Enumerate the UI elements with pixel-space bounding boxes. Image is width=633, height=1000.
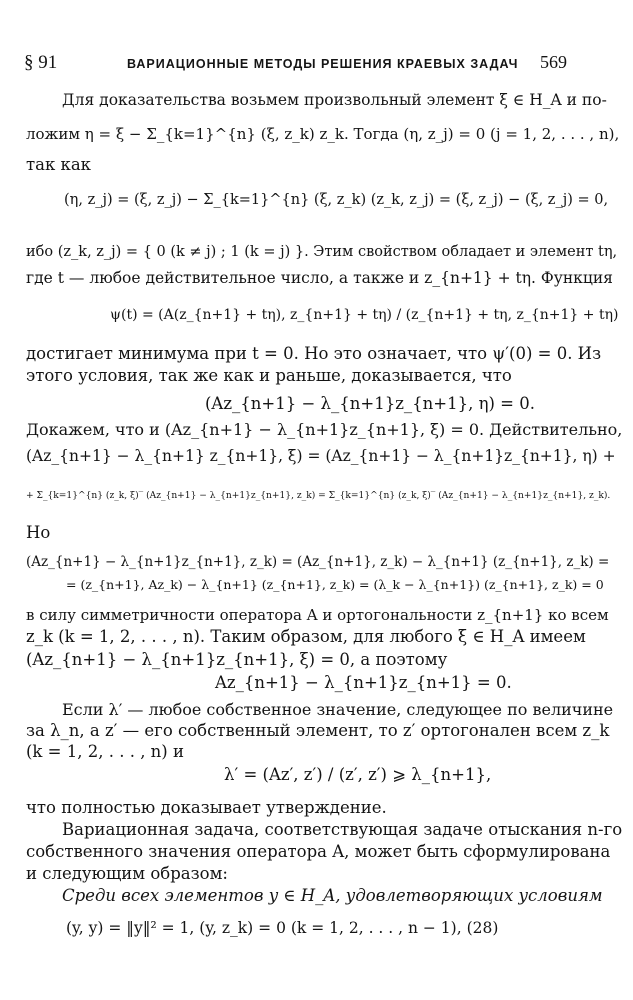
text-line: (Az_{n+1} − λ_{n+1}z_{n+1}, ξ) = 0, а поэтому bbox=[26, 650, 448, 669]
formula: = (z_{n+1}, Az_k) − λ_{n+1} (z_{n+1}, z_k) = (λ_k − λ_{n+1}) (z_{n+1}, z_k) = 0 bbox=[66, 577, 604, 592]
formula: ψ(t) = (A(z_{n+1} + tη), z_{n+1} + tη) / (z_{n+1} + tη, z_{n+1} + tη) bbox=[110, 307, 619, 323]
formula: (η, z_j) = (ξ, z_j) − Σ_{k=1}^{n} (ξ, z_k) (z_k, z_j) = (ξ, z_j) − (ξ, z_j) = 0, bbox=[64, 192, 609, 208]
text-line: достигает минимума при t = 0. Но это означает, что ψ′(0) = 0. Из bbox=[26, 344, 602, 363]
formula: (Az_{n+1} − λ_{n+1} z_{n+1}, ξ) = (Az_{n+1} − λ_{n+1}z_{n+1}, η) + bbox=[26, 447, 616, 465]
formula: λ′ = (Az′, z′) / (z′, z′) ⩾ λ_{n+1}, bbox=[224, 765, 492, 784]
formula: Az_{n+1} − λ_{n+1}z_{n+1} = 0. bbox=[215, 673, 512, 692]
text-line: что полностью доказывает утверждение. bbox=[26, 798, 387, 817]
text-line: (k = 1, 2, . . . , n) и bbox=[26, 742, 184, 761]
text-line: Но bbox=[26, 523, 51, 542]
text-line: Докажем, что и (Az_{n+1} − λ_{n+1}z_{n+1}, ξ) = 0. Действительно, bbox=[26, 420, 623, 439]
text-line: ибо (z_k, z_j) = { 0 (k ≠ j) ; 1 (k = j) }. Этим свойством обладает и элемент tη, bbox=[26, 244, 618, 260]
page-number: 569 bbox=[540, 52, 567, 72]
formula: (Az_{n+1} − λ_{n+1}z_{n+1}, z_k) = (Az_{n+1}, z_k) − λ_{n+1} (z_{n+1}, z_k) = bbox=[26, 554, 610, 570]
formula: (y, y) = ‖y‖² = 1, (y, z_k) = 0 (k = 1, 2, . . . , n − 1), (28) bbox=[66, 919, 499, 937]
text-line: z_k (k = 1, 2, . . . , n). Таким образом, для любого ξ ∈ H_A имеем bbox=[26, 627, 586, 646]
section-number: § 91 bbox=[24, 52, 58, 73]
text-line: в силу симметричности оператора A и ортогональности z_{n+1} ко всем bbox=[26, 606, 609, 624]
text-line: за λ_n, а z′ — его собственный элемент, то z′ ортогонален всем z_k bbox=[26, 721, 610, 740]
text-line: где t — любое действительное число, а также и z_{n+1} + tη. Функция bbox=[26, 269, 613, 287]
running-title: ВАРИАЦИОННЫЕ МЕТОДЫ РЕШЕНИЯ КРАЕВЫХ ЗАДАЧ bbox=[127, 57, 519, 71]
text-line: Если λ′ — любое собственное значение, следующее по величине bbox=[62, 700, 614, 719]
text-line: так как bbox=[26, 155, 91, 174]
text-line: Вариационная задача, соответствующая задаче отыскания n-го bbox=[62, 820, 623, 839]
text-line: этого условия, так же как и раньше, доказывается, что bbox=[26, 366, 512, 385]
text-line: собственного значения оператора A, может быть сформулирована bbox=[26, 842, 611, 861]
text-line: и следующим образом: bbox=[26, 864, 228, 883]
text-line: Для доказательства возьмем произвольный элемент ξ ∈ H_A и по- bbox=[62, 91, 607, 109]
formula: + Σ_{k=1}^{n} (z_k, ξ)‾ (Az_{n+1} − λ_{n+1}z_{n+1}, z_k) = Σ_{k=1}^{n} (z_k, ξ)‾ (Az_{n+1} − λ_{n+1}z_{n+1}, z_k). bbox=[26, 491, 611, 501]
text-line: ложим η = ξ − Σ_{k=1}^{n} (ξ, z_k) z_k. Тогда (η, z_j) = 0 (j = 1, 2, . . . , n), bbox=[26, 125, 620, 143]
text-line: Среди всех элементов y ∈ H_A, удовлетворяющих условиям bbox=[62, 886, 603, 905]
formula: (Az_{n+1} − λ_{n+1}z_{n+1}, η) = 0. bbox=[205, 394, 535, 413]
